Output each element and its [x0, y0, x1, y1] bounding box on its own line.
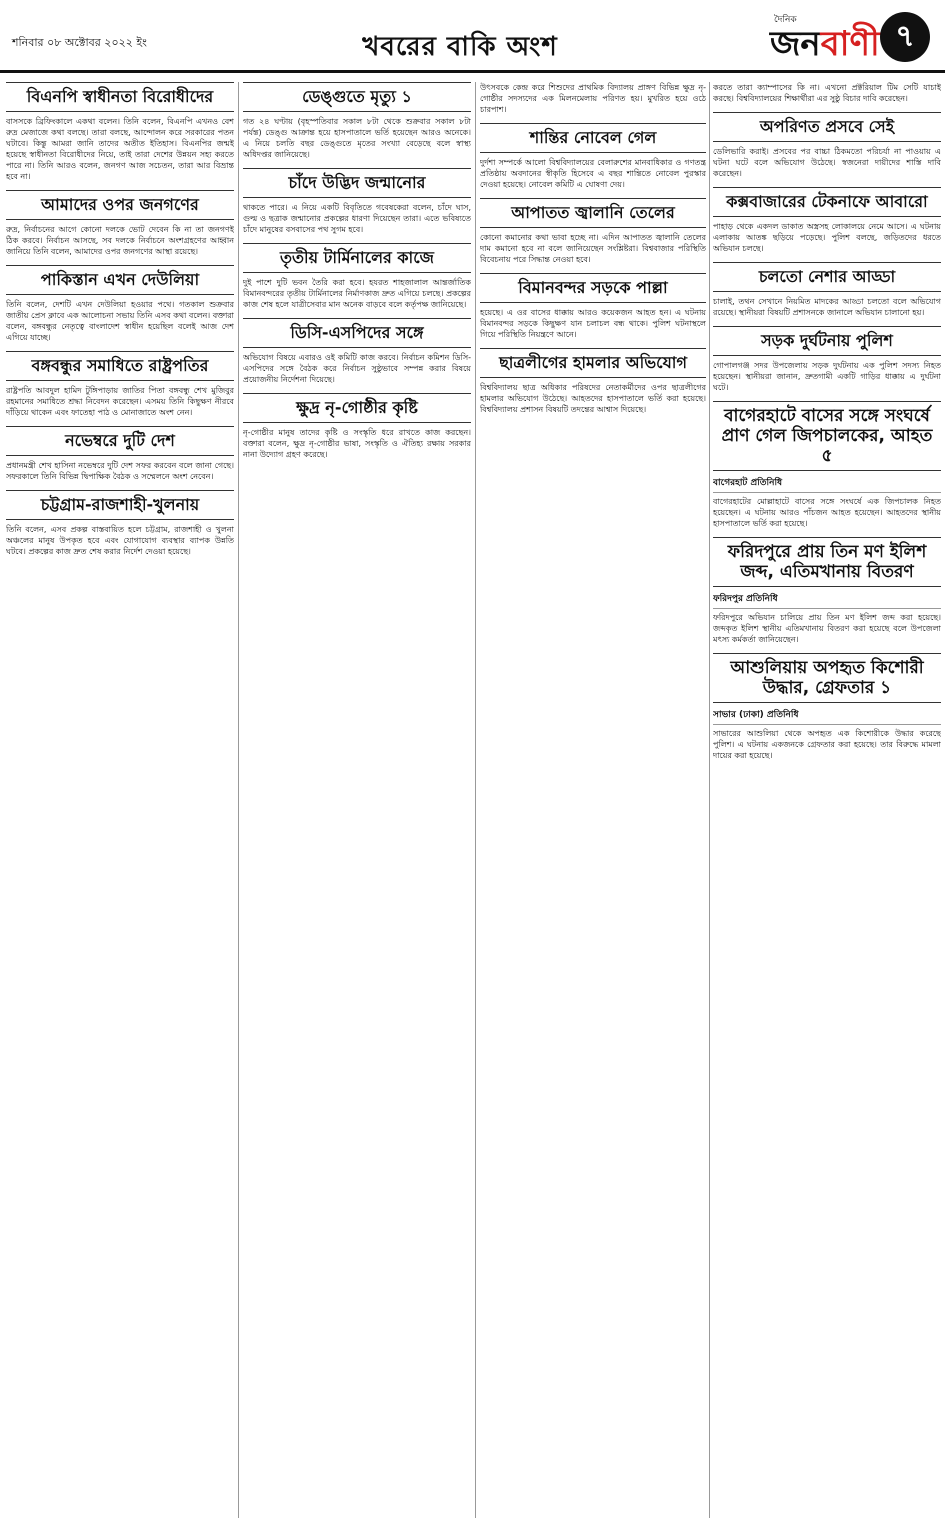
article-body: তিনি বলেন, দেশটি এখন দেউলিয়া হওয়ার পথে। গতকাল শুক্রবার জাতীয় প্রেস ক্লাবে এক আলোচনা সভায় তিনি এসব কথা বলেন। বক্তারা বলেন, বঙ্গবন্ধুর নেতৃত্বে বাংলাদেশ স্বাধীন হয়েছিল বলেই আজ দেশ এগিয়ে যাচ্ছে।: [6, 300, 234, 342]
article-headline: সড়ক দুর্ঘটনায় পুলিশ: [713, 326, 941, 356]
article-headline: কক্সবাজারের টেকনাফে আবারো: [713, 187, 941, 217]
article-headline: চট্টগ্রাম-রাজশাহী-খুলনায়: [6, 490, 234, 520]
article-headline: তৃতীয় টার্মিনালের কাজে: [243, 243, 471, 273]
article-headline: বিএনপি স্বাধীনতা বিরোধীদের: [6, 82, 234, 112]
article-headline: চাঁদে উদ্ভিদ জন্মানোর: [243, 168, 471, 198]
article-body: প্রধানমন্ত্রী শেখ হাসিনা নভেম্বরে দুটি দেশ সফর করবেন বলে জানা গেছে। সফরকালে তিনি বিভিন্ন দ্বিপাক্ষিক বৈঠক ও সম্মেলনে অংশ নেবেন।: [6, 461, 234, 481]
article: [713, 653, 941, 761]
column-divider: [709, 82, 710, 1518]
article-byline: বাগেরহাট প্রতিনিধি: [713, 475, 941, 493]
article-body: ফরিদপুরে অভিযান চালিয়ে প্রায় তিন মণ ইলিশ জব্দ করা হয়েছে। জব্দকৃত ইলিশ স্থানীয় এতিমখানায় বিতরণ করা হয়েছে বলে উপজেলা মৎস্য কর্মকর্তা জানিয়েছেন।: [713, 613, 941, 644]
article-headline: ডিসি-এসপিদের সঙ্গে: [243, 318, 471, 348]
column-3: [480, 82, 706, 1518]
article-body: উৎসবকে কেন্দ্র করে শিশুদের প্রাথমিক বিদ্যালয় প্রাঙ্গণ বিভিন্ন ক্ষুদ্র নৃ-গোষ্ঠীর সদস্যদের এক মিলনমেলায় পরিণত হয়। মুখরিত হয়ে ওঠে চারপাশ।: [480, 83, 706, 114]
article-body: থাকতে পারে। এ নিয়ে একটি বিবৃতিতে গবেষকেরা বলেন, চাঁদে ঘাস, গুল্ম ও ছত্রাক জন্মানোর প্রকল্পের ধারণা দিয়েছেন তারা। এতে ভবিষ্যতে চাঁদে মানুষের বসবাসের পথ সুগম হবে।: [243, 203, 471, 234]
article: [713, 326, 941, 393]
article-headline: অপরিণত প্রসবে সেই: [713, 112, 941, 142]
article-headline: ক্ষুদ্র নৃ-গোষ্ঠীর কৃষ্টি: [243, 393, 471, 423]
article: [6, 426, 234, 482]
article-body: সাভারের আশুলিয়া থেকে অপহৃত এক কিশোরীকে উদ্ধার করেছে পুলিশ। এ ঘটনায় একজনকে গ্রেফতার করা হয়েছে। তার বিরুদ্ধে মামলা দায়ের করা হয়েছে।: [713, 729, 941, 760]
article-body: গোপালগঞ্জ সদর উপজেলায় সড়ক দুর্ঘটনায় এক পুলিশ সদস্য নিহত হয়েছেন। স্থানীয়রা জানান, দ্রুতগামী একটি গাড়ির ধাক্কায় এ দুর্ঘটনা ঘটে।: [713, 361, 941, 392]
column-divider: [238, 82, 239, 1518]
article: [713, 112, 941, 179]
article: [480, 348, 706, 415]
article-headline: পাকিস্তান এখন দেউলিয়া: [6, 265, 234, 295]
page-header: [0, 0, 945, 73]
column-2: [243, 82, 471, 1518]
article: [6, 490, 234, 557]
article-body: অভিযোগ বিষয়ে এবারও ওই কমিটি কাজ করবে। নির্বাচন কমিশন ডিসি-এসপিদের সঙ্গে বৈঠক করে নির্বাচন সুষ্ঠুভাবে সম্পন্ন করার বিষয়ে প্রয়োজনীয় নির্দেশনা দিয়েছে।: [243, 353, 471, 384]
article-body: ডেলিভারি করাই। প্রসবের পর বাচ্চা ঠিকমতো পরিচর্যা না পাওয়ায় এ ঘটনা ঘটে বলে অভিযোগ উঠেছে। স্বজনেরা দায়ীদের শাস্তি দাবি করেছেন।: [713, 147, 941, 178]
article-headline: ডেঙ্গুতে মৃত্যু ১: [243, 82, 471, 112]
article-headline: বিমানবন্দর সড়কে পাল্লা: [480, 273, 706, 303]
article: [243, 393, 471, 460]
article: [243, 82, 471, 160]
article-body: গত ২৪ ঘণ্টায় (বৃহস্পতিবার সকাল ৮টা থেকে শুক্রবার সকাল ৮টা পর্যন্ত) ডেঙ্গু আক্রান্ত হয়ে হাসপাতালে ভর্তি হয়েছেন আরও অনেকে। এ নিয়ে চলতি বছর ডেঙ্গুতে মৃতের সংখ্যা বেড়েছে বলে স্বাস্থ্য অধিদপ্তর জানিয়েছে।: [243, 117, 471, 159]
article: [713, 82, 941, 104]
logo-part1: জন: [770, 24, 821, 64]
article-body: দুর্দশা সম্পর্কে আলো বিশ্ববিদ্যালয়ের বেলারুশের মানবাধিকার ও গণতন্ত্র প্রতিষ্ঠায় অবদানের স্বীকৃতি হিসেবে এ বছর শান্তিতে নোবেল পুরস্কার দেওয়া হয়েছে। নোবেল কমিটি এ ঘোষণা দেয়।: [480, 158, 706, 189]
article-headline: শান্তির নোবেল গেল: [480, 123, 706, 153]
article: [713, 187, 941, 254]
logo-daily: দৈনিক: [774, 15, 797, 25]
article-body: বাসসকে ব্রিফিংকালে একথা বলেন। তিনি বলেন, বিএনপি এখনও বেশ রুদ্র মেজাজে কথা বলছে। তারা বলছে, আন্দোলন করে সরকারের পতন ঘটাবে। কিন্তু আমরা জানি তাদের অতীত ইতিহাস। বিএনপির জন্মই হয়েছে স্বাধীনতা বিরোধীদের নিয়ে, তাই তারা দেশের উন্নয়ন সহ্য করতে পারে না। তিনি আরও বলেন, জনগণ আজ সচেতন, তারা আর বিভ্রান্ত হবে না।: [6, 117, 234, 181]
article-body: নৃ-গোষ্ঠীর মানুষ তাদের কৃষ্টি ও সংস্কৃতি ধরে রাখতে কাজ করছেন। বক্তারা বলেন, ক্ষুদ্র নৃ-গোষ্ঠীর ভাষা, সংস্কৃতি ও ঐতিহ্য রক্ষায় সরকার নানা উদ্যোগ গ্রহণ করেছে।: [243, 428, 471, 459]
article-headline: ফরিদপুরে প্রায় তিন মণ ইলিশ জব্দ, এতিমখানায় বিতরণ: [713, 537, 941, 587]
article-body: হয়েছে। এ ওর বাসের ধাক্কায় আরও কয়েকজন আহত হন। এ ঘটনায় বিমানবন্দর সড়কে কিছুক্ষণ যান চলাচল বন্ধ থাকে। পুলিশ ঘটনাস্থলে গিয়ে পরিস্থিতি নিয়ন্ত্রণে আনে।: [480, 308, 706, 339]
article-headline: নভেম্বরে দুটি দেশ: [6, 426, 234, 456]
article-headline: আশুলিয়ায় অপহৃত কিশোরী উদ্ধার, গ্রেফতার ১: [713, 653, 941, 703]
article-headline: আমাদের ওপর জনগণের: [6, 190, 234, 220]
article: [480, 82, 706, 115]
article: [480, 198, 706, 265]
article-headline: বাগেরহাটে বাসের সঙ্গে সংঘর্ষে প্রাণ গেল জিপচালকের, আহত ৫: [713, 401, 941, 471]
article: [713, 262, 941, 318]
column-4: [713, 82, 941, 1518]
article: [713, 537, 941, 645]
article-body: দুই পাশে দুটি ভবন তৈরি করা হবে। হযরত শাহজালাল আন্তর্জাতিক বিমানবন্দরের তৃতীয় টার্মিনালের নির্মাণকাজ দ্রুত এগিয়ে চলছে। প্রকল্পের কাজ শেষ হলে যাত্রীসেবার মান অনেক বাড়বে বলে কর্তৃপক্ষ জানিয়েছে।: [243, 278, 471, 309]
article-byline: ফরিদপুর প্রতিনিধি: [713, 591, 941, 609]
logo-name: [770, 18, 880, 75]
article-headline: বঙ্গবন্ধুর সমাধিতে রাষ্ট্রপতির: [6, 351, 234, 381]
article-body: তিনি বলেন, এসব প্রকল্প বাস্তবায়িত হলে চট্টগ্রাম, রাজশাহী ও খুলনা অঞ্চলের মানুষ উপকৃত হবে এবং যোগাযোগ ব্যবস্থার ব্যাপক উন্নতি ঘটবে। প্রকল্পের কাজ দ্রুত শেষ করার নির্দেশ দেওয়া হয়েছে।: [6, 525, 234, 556]
masthead-logo: [762, 6, 942, 66]
article: [6, 265, 234, 343]
article-headline: চলতো নেশার আড্ডা: [713, 262, 941, 292]
section-title: খবরের বাকি অংশ: [362, 32, 558, 62]
article-body: চালাই, তথন সেখানে নিয়মিত মাদকের আড্ডা চলতো বলে অভিযোগ রয়েছে। স্থানীয়রা বিষয়টি প্রশাসনকে জানালে অভিযান চালানো হয়।: [713, 297, 941, 317]
logo-part2: বাণী: [820, 24, 880, 64]
page-number: ৭: [880, 12, 930, 62]
article-body: করতে তারা ক্যাম্পাসের কি না। এখনো প্রক্টরিয়াল টিম সেটি যাচাই করছে। বিশ্ববিদ্যালয়ের শিক্ষার্থীরা এর সুষ্ঠু বিচার দাবি করেছেন।: [713, 83, 941, 103]
article-body: কোনো কমানোর কথা ভাবা হচ্ছে না। এদিন আপাতত জ্বালানি তেলের দাম কমানো হবে না বলে জানিয়েছেন সংশ্লিষ্টরা। বিশ্ববাজার পরিস্থিতি বিবেচনায় পরে সিদ্ধান্ত নেওয়া হবে।: [480, 233, 706, 264]
article: [6, 190, 234, 257]
article-body: পাহাড় থেকে একদল ডাকাত অস্ত্রসহ লোকালয়ে নেমে আসে। এ ঘটনায় এলাকায় আতঙ্ক ছড়িয়ে পড়েছে। পুলিশ বলছে, জড়িতদের ধরতে অভিযান চলছে।: [713, 222, 941, 253]
article: [243, 318, 471, 385]
article: [713, 401, 941, 529]
article: [480, 273, 706, 340]
article-body: রাষ্ট্রপতি আবদুল হামিদ টুঙ্গিপাড়ায় জাতির পিতা বঙ্গবন্ধু শেখ মুজিবুর রহমানের সমাধিতে শ্রদ্ধা নিবেদন করেছেন। এসময় তিনি কিছুক্ষণ নীরবে দাঁড়িয়ে থাকেন এবং ফাতেহা পাঠ ও মোনাজাতে অংশ নেন।: [6, 386, 234, 417]
article: [6, 82, 234, 182]
article-body: বিশ্ববিদ্যালয় ছাত্র অধিকার পরিষদের নেতাকর্মীদের ওপর ছাত্রলীগের হামলার অভিযোগ উঠেছে। আহতদের হাসপাতালে ভর্তি করা হয়েছে। বিশ্ববিদ্যালয় প্রশাসন বিষয়টি তদন্তের আশ্বাস দিয়েছে।: [480, 383, 706, 414]
article: [480, 123, 706, 190]
article-headline: ছাত্রলীগের হামলার অভিযোগ: [480, 348, 706, 378]
article-headline: আপাতত জ্বালানি তেলের: [480, 198, 706, 228]
article-body: রুদ্র, নির্বাচনের আগে কোনো দলকে ভোট দেবেন কি না তা জনগণই ঠিক করবে। নির্বাচন আসছে, সব দলকে নির্বাচনে অংশগ্রহণের আহ্বান জানিয়ে তিনি বলেন, আমাদের ওপর জনগণের আস্থা রয়েছে।: [6, 225, 234, 256]
article-byline: সাভার (ঢাকা) প্রতিনিধি: [713, 707, 941, 725]
column-1: [6, 82, 234, 1518]
article-body: বাগেরহাটের মোল্লাহাটে বাসের সঙ্গে সংঘর্ষে এক জিপচালক নিহত হয়েছেন। এ ঘটনায় আরও পাঁচজন আহত হয়েছেন। আহতদের স্থানীয় হাসপাতালে ভর্তি করা হয়েছে।: [713, 497, 941, 528]
issue-date: শনিবার ০৮ অক্টোবর ২০২২ ইং: [12, 36, 147, 49]
column-divider: [475, 82, 476, 1518]
article: [243, 168, 471, 235]
article: [6, 351, 234, 418]
article: [243, 243, 471, 310]
